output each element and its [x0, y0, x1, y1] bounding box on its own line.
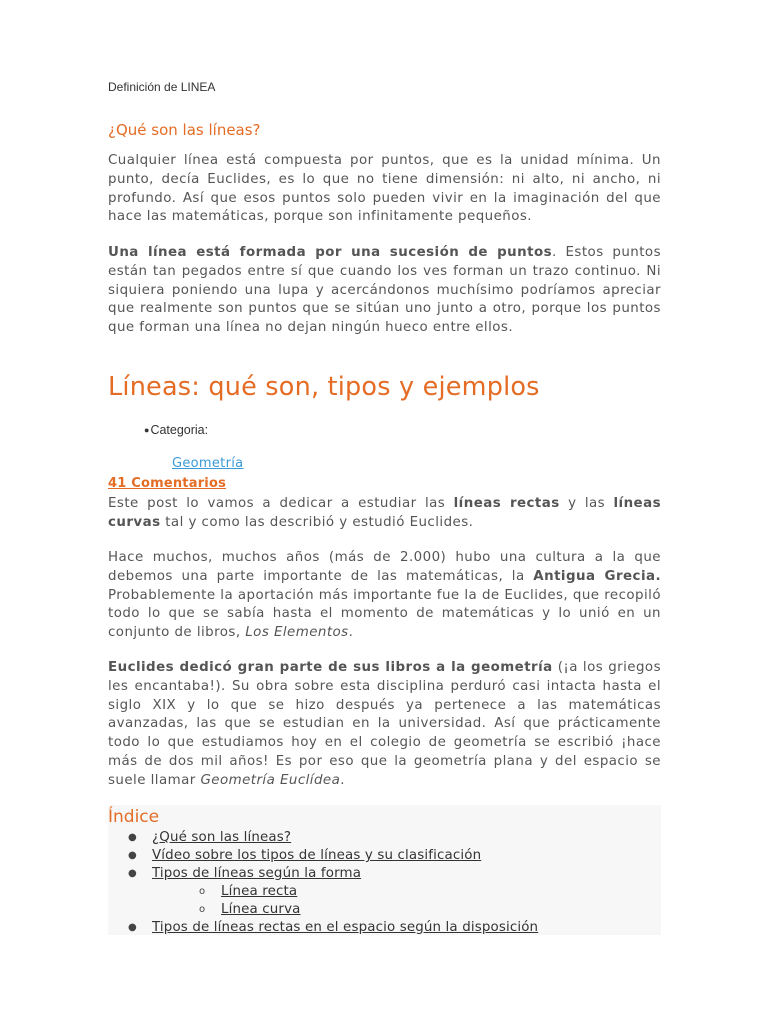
- toc-link[interactable]: Tipos de líneas rectas en el espacio según la disposición: [152, 920, 539, 935]
- bullet-icon: ●: [128, 850, 137, 861]
- paragraph-grecia: [108, 549, 661, 643]
- toc-link[interactable]: Línea recta: [221, 884, 298, 899]
- paragraph-text: (¡a los griegos les encantaba!). Su obra sobre esta disciplina perduró casi intacta hasta el siglo XIX y lo que se hizo después ya pertenece a las matemáticas avanzadas, las que se estudian en la universidad. Así que prácticamente todo lo que estudiamos hoy en el colegio de geometría se escribió ¡hace más de dos mil años! Es por eso que la geometría plana y del espacio se suele llamar: [108, 660, 661, 788]
- bullet-icon: ●: [128, 868, 137, 879]
- toc-link[interactable]: Vídeo sobre los tipos de líneas y su clasificación: [152, 848, 482, 863]
- bullet-icon: ●: [128, 922, 137, 933]
- paragraph-text: Probablemente la aportación más importante fue la de Euclides, que recopiló todo lo que se sabía hasta el momento de matemáticas y lo unió en un conjunto de libros,: [108, 587, 661, 641]
- paragraph-intro-post: [108, 495, 661, 533]
- category-link[interactable]: Geometría: [172, 456, 244, 471]
- paragraph-text: .: [348, 625, 354, 641]
- bold-sucesion: Una línea está formada por una sucesión de puntos: [108, 245, 553, 260]
- toc-heading: Índice: [108, 807, 160, 827]
- paragraph-text: y las: [559, 496, 614, 511]
- paragraph-text: Este post lo vamos a dedicar a estudiar las: [108, 496, 454, 511]
- paragraph-text: .: [340, 772, 345, 788]
- toc-link[interactable]: ¿Qué son las líneas?: [152, 830, 292, 845]
- bullet-icon: ●: [144, 425, 150, 435]
- paragraph-text: . Estos puntos están tan pegados entre sí que cuando los ves forman un trazo continuo. Ni siquiera poniendo una lupa y acercándonos muchísimo podríamos apreciar que realmente son puntos que se sitúan uno junto a otro, porque los puntos que forman una línea no dejan ningún hueco entre ellos.: [108, 245, 661, 336]
- comments-link[interactable]: 41 Comentarios: [108, 476, 227, 491]
- paragraph-text: tal y como las describió y estudió Euclides.: [160, 514, 474, 530]
- bullet-icon: ●: [128, 832, 137, 843]
- italic-los-elementos: Los Elementos: [245, 625, 349, 641]
- toc-link[interactable]: Tipos de líneas según la forma: [152, 866, 362, 881]
- bold-antigua-grecia: Antigua Grecia.: [533, 568, 662, 584]
- circle-bullet-icon: o: [199, 886, 206, 897]
- bold-lineas-curvas: líneas curvas: [108, 496, 661, 530]
- paragraph-sucesion-puntos: [108, 244, 661, 338]
- bold-lineas-rectas: líneas rectas: [453, 496, 560, 511]
- article-title: Líneas: qué son, tipos y ejemplos: [108, 372, 540, 402]
- italic-geometria-euclidea: Geometría Euclídea: [200, 772, 341, 788]
- paragraph-text: Hace muchos, muchos años (más de 2.000) hubo una cultura a la que debemos una parte importante de las matemáticas, la: [108, 550, 661, 584]
- category-label: Categoria:: [150, 423, 209, 437]
- toc-link[interactable]: Línea curva: [221, 902, 301, 917]
- circle-bullet-icon: o: [199, 904, 206, 915]
- document-title: Definición de LINEA: [108, 80, 216, 94]
- paragraph-geometria: [108, 659, 661, 791]
- bold-euclides-geometria: Euclides dedicó gran parte de sus libros a la geometría: [108, 660, 553, 675]
- table-of-contents: [108, 805, 661, 935]
- paragraph-definicion: Cualquier línea está compuesta por puntos, que es la unidad mínima. Un punto, decía Euclides, es lo que no tiene dimensión: ni alto, ni ancho, ni profundo. Así que esos puntos solo pueden vivir en la imaginación del que hace las matemáticas, porque son infinitamente pequeños.: [108, 153, 661, 225]
- section-heading-que-son: ¿Qué son las líneas?: [108, 121, 261, 139]
- category-row: [144, 423, 208, 437]
